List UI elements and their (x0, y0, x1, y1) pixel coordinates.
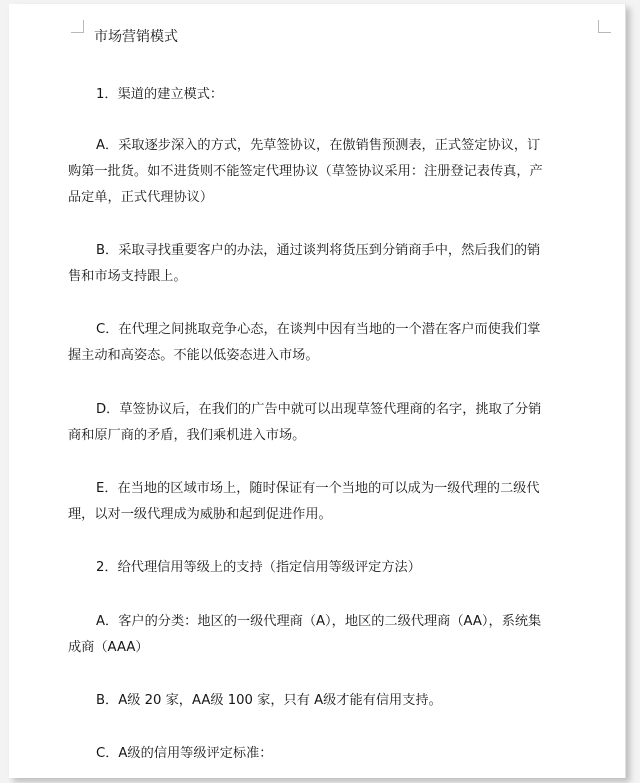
paragraph-c-line-2: 握主动和高姿态。不能以低姿态进入市场。 (68, 348, 319, 363)
document-page (9, 4, 626, 778)
paragraph-grade-criteria: C．A级的信用等级评定标准： (96, 746, 273, 761)
paragraph-a-line-1: A．采取逐步深入的方式，先草签协议，在傲销售预测表，正式签定协议，订 (96, 138, 541, 153)
heading-credit-support: 2．给代理信用等级上的支持（指定信用等级评定方法） (96, 560, 421, 575)
paragraph-b-line-1: B．采取寻找重要客户的办法，通过谈判将货压到分销商手中，然后我们的销 (96, 243, 541, 258)
crop-mark-top-right (598, 20, 611, 33)
paragraph-customer-class-line-2: 成商（AAA） (68, 640, 149, 655)
paragraph-d-line-2: 商和原厂商的矛盾，我们乘机进入市场。 (68, 428, 306, 443)
paragraph-d-line-1: D．草签协议后，在我们的广告中就可以出现草签代理商的名字，挑取了分销 (96, 402, 542, 417)
paragraph-e-line-1: E．在当地的区域市场上，随时保证有一个当地的可以成为一级代理的二级代 (96, 481, 540, 496)
paragraph-b-line-2: 售和市场支持跟上。 (68, 269, 187, 284)
paragraph-c-line-1: C．在代理之间挑取竞争心态，在谈判中因有当地的一个潜在客户而使我们掌 (96, 322, 541, 337)
paragraph-customer-class-line-1: A．客户的分类：地区的一级代理商（A），地区的二级代理商（AA），系统集 (96, 614, 542, 629)
heading-channel-model: 1．渠道的建立模式： (96, 87, 224, 102)
paragraph-a-line-2: 购第一批货。如不进货则不能签定代理协议（草签协议采用：注册登记表传真，产 (68, 164, 543, 179)
paragraph-e-line-2: 理，以对一级代理成为威胁和起到促进作用。 (68, 507, 332, 522)
paragraph-grade-count: B．A级 20 家，AA级 100 家，只有 A级才能有信用支持。 (96, 693, 442, 708)
paragraph-a-line-3: 品定单，正式代理协议） (68, 190, 214, 205)
crop-mark-top-left (71, 20, 84, 33)
document-title: 市场营销模式 (94, 29, 178, 45)
